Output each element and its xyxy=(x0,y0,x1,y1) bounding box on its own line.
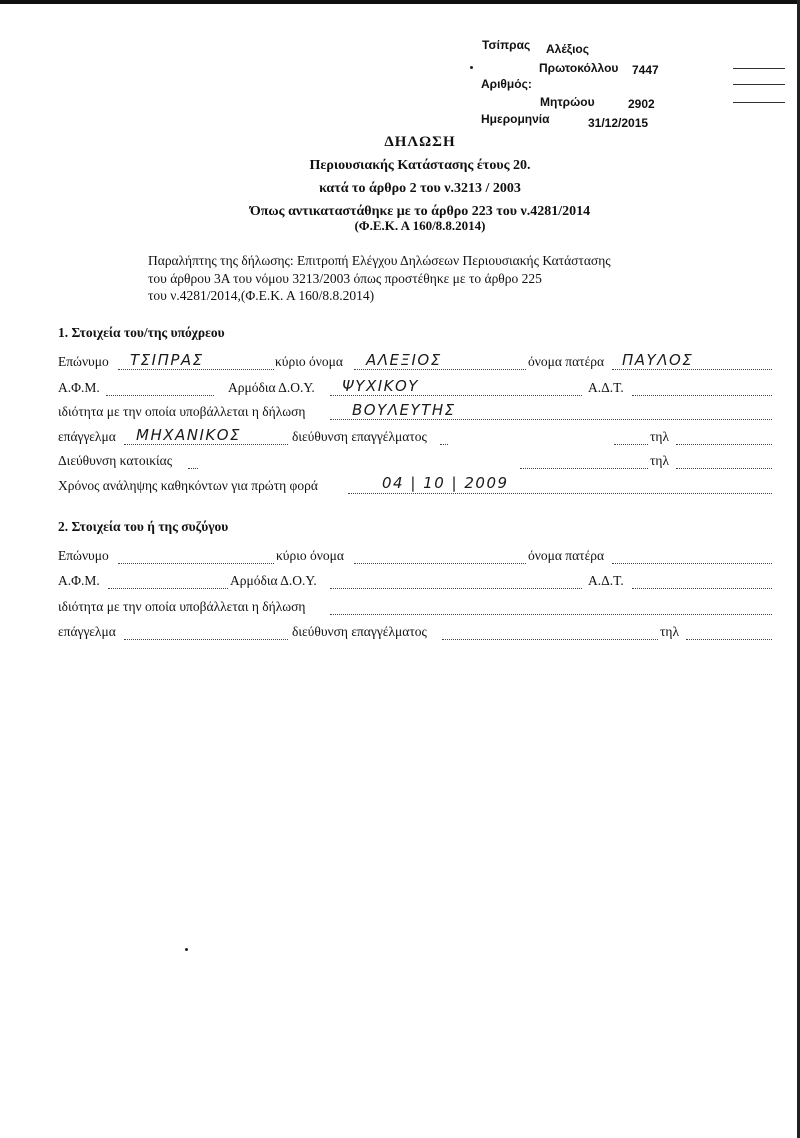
s1-capacity-line[interactable] xyxy=(330,419,772,420)
s1-tel-label: τηλ xyxy=(650,429,670,444)
registry-label: Μητρώου xyxy=(540,95,595,109)
s1-work-address-label: διεύθυνση επαγγέλματος xyxy=(292,429,427,444)
protocol-number: 7447 xyxy=(632,63,659,77)
registry-number: 2902 xyxy=(628,97,655,111)
scan-top-border xyxy=(0,0,800,4)
header-rule-3 xyxy=(733,102,785,103)
protocol-label: Πρωτοκόλλου xyxy=(539,61,619,75)
scan-speck xyxy=(470,66,473,69)
s1-firstname-label: κύριο όνομα xyxy=(275,354,343,369)
number-label: Αριθμός: xyxy=(481,77,532,91)
s1-adt-line[interactable] xyxy=(632,395,772,396)
s1-duty-label: Χρόνος ανάληψης καθηκόντων για πρώτη φορά xyxy=(58,478,318,493)
s2-adt-label: Α.Δ.Τ. xyxy=(588,573,624,588)
header-date: 31/12/2015 xyxy=(588,116,649,130)
header-rule-2 xyxy=(733,84,785,85)
s2-capacity-line[interactable] xyxy=(330,614,772,615)
s1-father-value: ΠΑΥΛΟΣ xyxy=(622,351,694,369)
s1-tel-line-lead[interactable] xyxy=(614,444,648,445)
header-rule-1 xyxy=(733,68,785,69)
s1-doy-value: ΨΥΧΙΚΟΥ xyxy=(342,377,419,395)
s2-profession-line[interactable] xyxy=(124,639,288,640)
title-line-5: (Φ.Ε.Κ. Α 160/8.8.2014) xyxy=(354,218,486,233)
s1-firstname-value: ΑΛΕΞΙΟΣ xyxy=(366,351,442,369)
s2-firstname-line[interactable] xyxy=(354,563,526,564)
s1-home-address-line-2[interactable] xyxy=(520,468,648,469)
s2-afm-line[interactable] xyxy=(108,588,228,589)
s1-capacity-label: ιδιότητα με την οποία υποβάλλεται η δήλωση xyxy=(58,404,306,419)
s1-father-label: όνομα πατέρα xyxy=(528,354,605,369)
s1-home-address-label: Διεύθυνση κατοικίας xyxy=(58,453,173,468)
s1-profession-value: ΜΗΧΑΝΙΚΟΣ xyxy=(136,426,242,444)
recipient-line-3: του ν.4281/2014,(Φ.Ε.Κ. Α 160/8.8.2014) xyxy=(148,288,375,303)
s2-capacity-label: ιδιότητα με την οποία υποβάλλεται η δήλωση xyxy=(58,599,306,614)
scan-speck xyxy=(185,948,188,951)
s1-afm-line[interactable] xyxy=(106,395,214,396)
title-line-2: Περιουσιακής Κατάστασης έτους 20. xyxy=(309,158,531,173)
s2-afm-label: Α.Φ.Μ. xyxy=(58,573,100,588)
section-2-heading: 2. Στοιχεία του ή της συζύγου xyxy=(58,519,229,534)
s1-surname-value: ΤΣΙΠΡΑΣ xyxy=(130,351,204,369)
s1-father-line[interactable] xyxy=(612,369,772,370)
s1-afm-label: Α.Φ.Μ. xyxy=(58,380,100,395)
s2-work-address-line[interactable] xyxy=(442,639,658,640)
s1-surname-label: Επώνυμο xyxy=(58,354,109,369)
s1-profession-line[interactable] xyxy=(124,444,288,445)
document-title: ΔΗΛΩΣΗ xyxy=(384,134,456,150)
s1-tel-line[interactable] xyxy=(676,444,772,445)
s2-tel-label: τηλ xyxy=(660,624,680,639)
s2-firstname-label: κύριο όνομα xyxy=(276,548,344,563)
s2-surname-label: Επώνυμο xyxy=(58,548,109,563)
s1-tel2-line[interactable] xyxy=(676,468,772,469)
title-line-4: Όπως αντικαταστάθηκε με το άρθρο 223 του ν.4281/2014 xyxy=(249,204,591,219)
date-label: Ημερομηνία xyxy=(481,112,550,126)
s1-surname-line[interactable] xyxy=(118,369,274,370)
s2-work-address-label: διεύθυνση επαγγέλματος xyxy=(292,624,427,639)
s1-firstname-line[interactable] xyxy=(354,369,526,370)
s2-surname-line[interactable] xyxy=(118,563,274,564)
s1-work-address-line[interactable] xyxy=(440,444,448,445)
header-given-name: Αλέξιος xyxy=(546,42,590,56)
section-1-heading: 1. Στοιχεία του/της υπόχρεου xyxy=(58,325,225,340)
s1-duty-line[interactable] xyxy=(348,493,772,494)
s2-father-label: όνομα πατέρα xyxy=(528,548,605,563)
s2-tel-line[interactable] xyxy=(686,639,772,640)
header-surname: Τσίπρας xyxy=(482,38,531,52)
s2-profession-label: επάγγελμα xyxy=(58,624,116,639)
recipient-line-1: Παραλήπτης της δήλωσης: Επιτροπή Ελέγχου Δηλώσεων Περιουσιακής Κατάστασης xyxy=(148,253,611,268)
s1-adt-label: Α.Δ.Τ. xyxy=(588,380,624,395)
s1-capacity-value: ΒΟΥΛΕΥΤΗΣ xyxy=(352,401,456,419)
s1-doy-label: Αρμόδια Δ.Ο.Υ. xyxy=(228,380,315,395)
s1-duty-date-value: 04 | 10 | 2009 xyxy=(382,474,509,492)
s1-doy-line[interactable] xyxy=(330,395,582,396)
recipient-line-2: του άρθρου 3Α του νόμου 3213/2003 όπως προστέθηκε με το άρθρο 225 xyxy=(148,271,542,286)
s1-profession-label: επάγγελμα xyxy=(58,429,116,444)
s1-home-address-line[interactable] xyxy=(188,468,198,469)
s1-tel2-label: τηλ xyxy=(650,453,670,468)
s2-doy-line[interactable] xyxy=(330,588,582,589)
s2-adt-line[interactable] xyxy=(632,588,772,589)
s2-doy-label: Αρμόδια Δ.Ο.Υ. xyxy=(230,573,317,588)
s2-father-line[interactable] xyxy=(612,563,772,564)
title-line-3: κατά το άρθρο 2 του ν.3213 / 2003 xyxy=(319,181,521,196)
